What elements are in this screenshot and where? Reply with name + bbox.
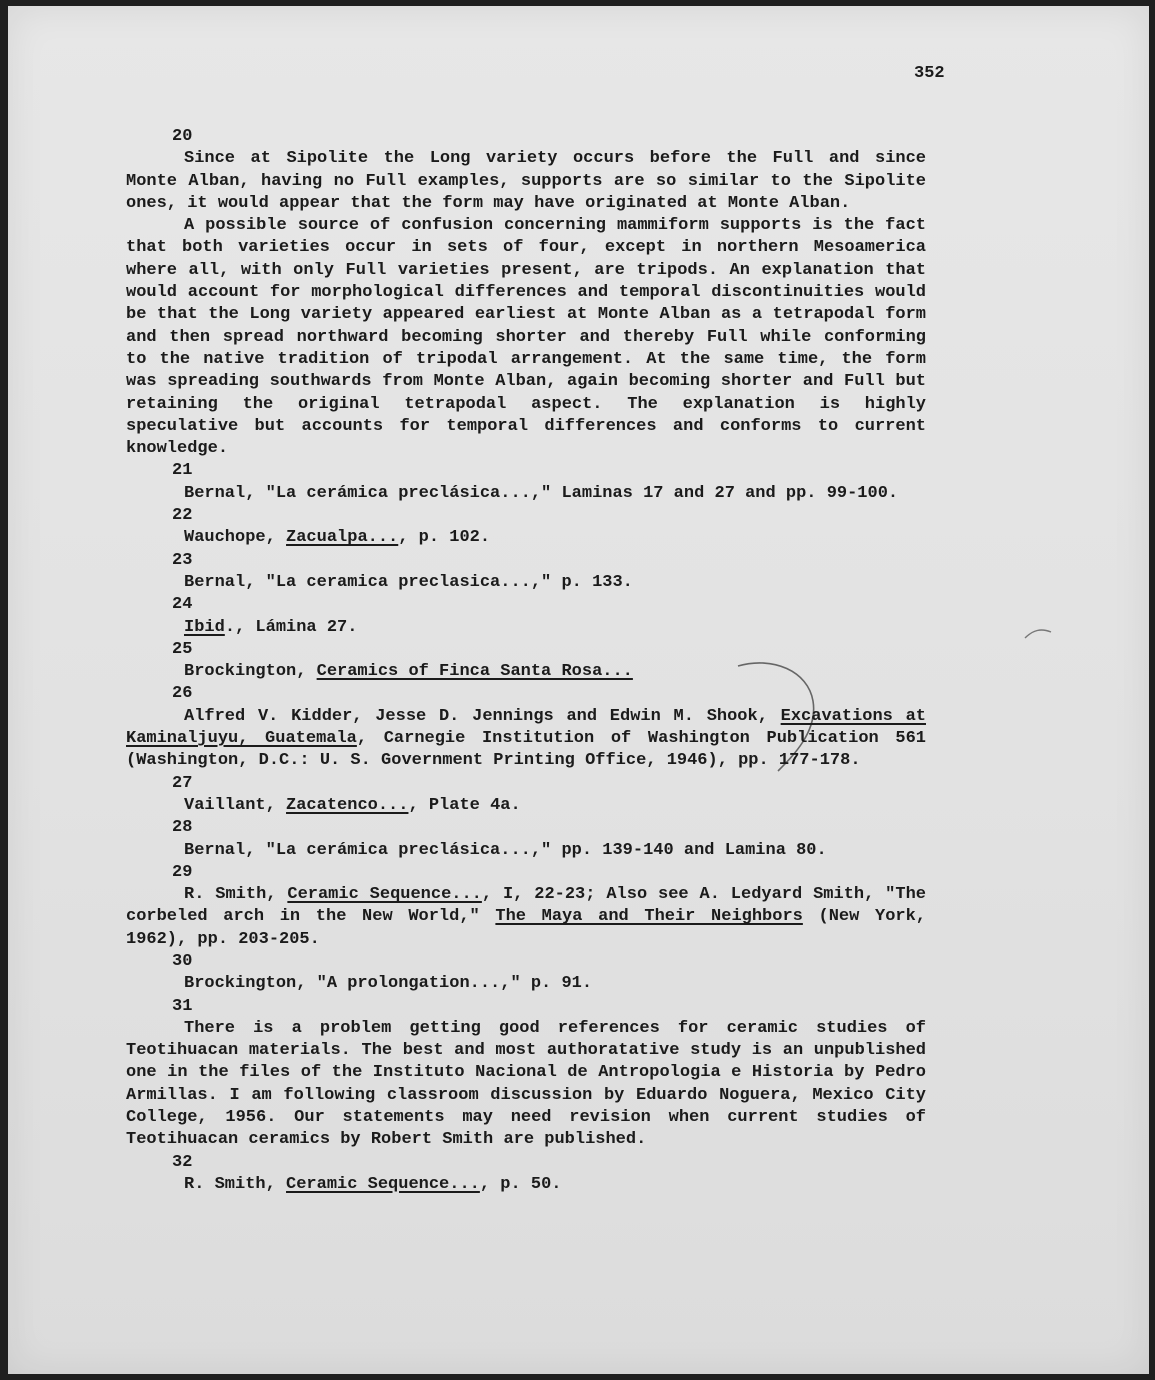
- page-number: 352: [914, 64, 945, 83]
- footnote-26: [126, 683, 926, 772]
- footnote-22: [126, 505, 926, 550]
- footnote-32: [126, 1152, 926, 1197]
- footnote-number: 32: [172, 1152, 193, 1172]
- citation-author: Alfred V. Kidder, Jesse D. Jennings and Edwin M. Shook,: [184, 706, 781, 726]
- footnote-24: [126, 594, 926, 639]
- citation-title: Zacualpa...: [286, 528, 399, 548]
- citation-title: Zacatenco...: [286, 795, 409, 815]
- citation-author: Brockington,: [184, 662, 317, 682]
- citation-detail: ., Lámina 27.: [224, 617, 358, 637]
- footnote-number: 31: [172, 996, 193, 1016]
- footnote-number: 25: [172, 639, 193, 659]
- citation-author: Vaillant,: [184, 795, 287, 815]
- footnote-29: [126, 862, 926, 951]
- citation-author: R. Smith,: [184, 885, 288, 905]
- footnote-text: There is a problem getting good references for ceramic studies of Teotihuacan materials. The best and most authoratative study is an unpublished one in the files of the Instituto Nacional de Antropologia e Historia by Pedro Armillas. I am following classroom discussion by Eduardo Noguera, Mexico City College, 1956. Our statements may need revision when current studies of Teotihuacan ceramics by Robert Smith are published.: [126, 1018, 926, 1150]
- citation-detail: , p. 50.: [479, 1174, 562, 1194]
- footnote-text: [126, 884, 926, 951]
- footnote-text: Bernal, "La ceramica preclasica...," p. 133.: [184, 572, 633, 592]
- citation-author: Wauchope,: [184, 528, 287, 548]
- citation-title: Excavations at Kaminaljuyu, Guatemala: [126, 706, 926, 749]
- footnote-number: 26: [172, 684, 193, 704]
- footnote-25: [126, 639, 926, 684]
- footnote-23: [126, 550, 926, 595]
- footnotes-body: [126, 126, 926, 1196]
- footnote-30: [126, 951, 926, 996]
- footnote-text: Bernal, "La cerámica preclásica...," pp. 139-140 and Lamina 80.: [184, 840, 827, 860]
- footnote-text: [126, 527, 926, 549]
- footnote-number: 27: [172, 773, 193, 793]
- citation-detail: , p. 102.: [398, 528, 491, 548]
- citation-title: The Maya and Their Neighbors: [495, 907, 803, 927]
- footnote-number: 28: [172, 818, 193, 838]
- footnote-number: 20: [172, 127, 193, 146]
- footnote-20: [126, 126, 926, 460]
- citation-title: Ceramic Sequence...: [286, 1174, 480, 1194]
- footnote-text: Since at Sipolite the Long variety occurs before the Full and since Monte Alban, having no Full examples, supports are so similar to the Sipolite ones, it would appear that the form may have originated at Monte Alban.: [126, 149, 926, 213]
- footnote-text: A possible source of confusion concerning mammiform supports is the fact that both varieties occur in sets of four, except in northern Mesoamerica where all, with only Full varieties present, are tripods. An explanation that would account for morphological differences and temporal discontinuities would be that the Long variety appeared earliest at Monte Alban as a tetrapodal form and then spread northward becoming shorter and thereby Full while conforming to the native tradition of tripodal arrangement. At the same time, the form was spreading southwards from Monte Alban, again becoming shorter and Full but retaining the original tetrapodal aspect. The explanation is highly speculative but accounts for temporal differences and conforms to current knowledge.: [126, 216, 926, 459]
- footnote-31: [126, 996, 926, 1152]
- citation-detail: , I, 22-23; Also see A. Ledyard Smith, "The corbeled arch in the New World,": [126, 885, 926, 927]
- footnote-text: [126, 661, 926, 683]
- citation-detail: , Carnegie Institution of Washington Publication 561 (Washington, D.C.: U. S. Government Printing Office, 1946), pp. 177-178.: [126, 729, 926, 771]
- footnote-text: [126, 617, 926, 639]
- footnote-27: [126, 773, 926, 818]
- citation-title: Ceramics of Finca Santa Rosa...: [316, 662, 633, 682]
- citation-detail: (New York, 1962), pp. 203-205.: [126, 907, 927, 949]
- footnote-text: [126, 706, 926, 773]
- citation-title: Ceramic Sequence...: [287, 885, 482, 905]
- footnote-number: 22: [172, 506, 193, 526]
- footnote-number: 29: [172, 862, 193, 882]
- citation-author: R. Smith,: [184, 1174, 287, 1194]
- footnote-number: 30: [172, 951, 193, 971]
- citation-detail: , Plate 4a.: [408, 795, 521, 815]
- citation-title: Ibid: [184, 617, 225, 637]
- footnote-number: 21: [172, 461, 193, 481]
- document-page: [8, 6, 1149, 1374]
- footnote-number: 23: [172, 550, 193, 570]
- footnote-text: [126, 795, 926, 817]
- footnote-21: [126, 460, 926, 505]
- footnote-text: Bernal, "La cerámica preclásica...," Laminas 17 and 27 and pp. 99-100.: [184, 483, 899, 503]
- footnote-28: [126, 817, 926, 862]
- pencil-tick: [1023, 624, 1053, 644]
- footnote-text: Brockington, "A prolongation...," p. 91.: [184, 974, 593, 994]
- footnote-text: [126, 1174, 926, 1196]
- footnote-number: 24: [172, 595, 193, 615]
